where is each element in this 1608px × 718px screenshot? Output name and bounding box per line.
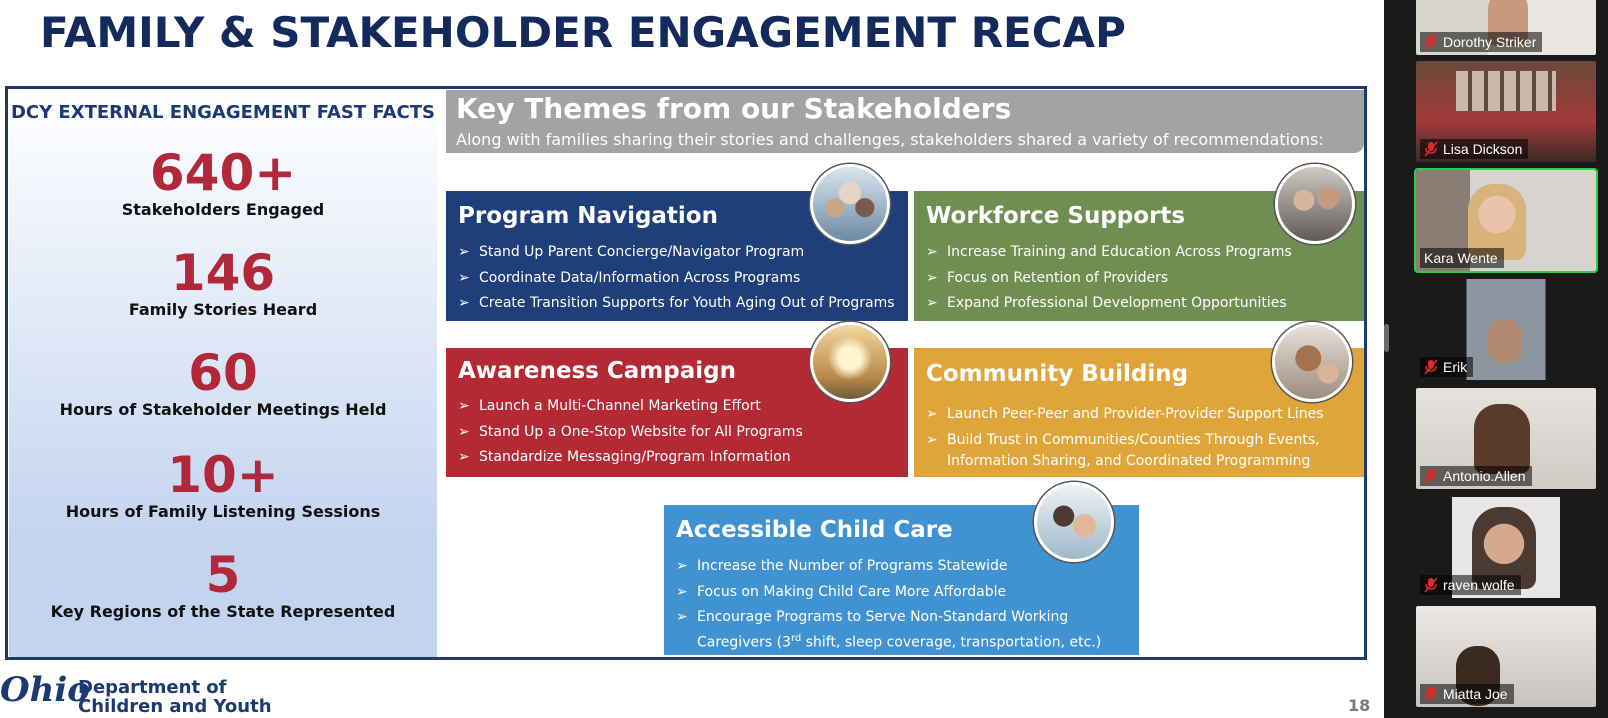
arrow-bullet-icon: ➢ (926, 244, 938, 260)
participant-name: Kara Wente (1424, 250, 1498, 266)
slide-title: FAMILY & STAKEHOLDER ENGAGEMENT RECAP (40, 8, 1126, 57)
department-name-line: Department of (78, 677, 227, 698)
fact-number: 146 (170, 244, 276, 302)
participant-name-tag (1420, 139, 1528, 159)
theme-title: Accessible Child Care (676, 517, 953, 543)
participant-name: Miatta Joe (1443, 686, 1508, 702)
participant-gallery (1400, 0, 1608, 718)
theme-list (926, 240, 1292, 317)
fact-number: 10+ (167, 446, 279, 504)
participant-video (1488, 319, 1522, 363)
children-photo (1275, 164, 1355, 244)
mic-muted-icon (1424, 686, 1438, 702)
participant-tile[interactable] (1416, 388, 1596, 489)
fact-label: Hours of Family Listening Sessions (65, 502, 381, 521)
department-logo (0, 664, 280, 718)
mic-muted-icon (1424, 34, 1438, 50)
theme-bullet: ➢ Standardize Messaging/Program Information (458, 445, 803, 471)
theme-title: Awareness Campaign (458, 358, 736, 384)
key-themes-title: Key Themes from our Stakeholders (456, 92, 1012, 125)
theme-bullet: ➢ Launch Peer-Peer and Provider-Provider Support Lines (926, 402, 1346, 428)
fact-label: Stakeholders Engaged (121, 200, 325, 219)
theme-bullet: ➢ Encourage Programs to Serve Non-Standard Working Caregivers (3rd shift, sleep coverage, transportation, etc.) (676, 609, 1102, 651)
theme-list (458, 240, 895, 317)
participant-name-tag (1420, 32, 1542, 52)
resize-handle[interactable] (1384, 324, 1389, 352)
theme-list (676, 554, 1116, 654)
participant-name: Antonio.Allen (1443, 468, 1526, 484)
theme-bullet: ➢ Coordinate Data/Information Across Programs (458, 266, 895, 292)
arrow-bullet-icon: ➢ (676, 558, 688, 574)
theme-bullet: ➢ Build Trust in Communities/Counties Through Events, Information Sharing, and Coordinated Programming (926, 431, 1320, 469)
theme-title: Community Building (926, 361, 1189, 387)
fact-label: Hours of Stakeholder Meetings Held (59, 400, 387, 419)
participant-name-tag (1420, 248, 1504, 268)
arrow-bullet-icon: ➢ (926, 295, 938, 311)
participant-tile[interactable] (1416, 0, 1596, 55)
fact-item (9, 246, 437, 320)
fact-number: 640+ (149, 144, 297, 202)
arrow-bullet-icon: ➢ (458, 398, 470, 414)
theme-list (458, 394, 803, 471)
fact-item (9, 548, 437, 622)
theme-bullet: ➢ Expand Professional Development Opportunities (926, 291, 1292, 317)
theme-list (926, 402, 1346, 472)
theme-title: Workforce Supports (926, 203, 1186, 229)
participant-name: Lisa Dickson (1443, 141, 1523, 157)
key-themes-header (446, 90, 1364, 153)
fast-facts-panel (9, 90, 437, 657)
arrow-bullet-icon: ➢ (458, 449, 470, 465)
theme-bullet: ➢ Stand Up a One-Stop Website for All Programs (458, 420, 803, 446)
fact-item (9, 146, 437, 220)
arrow-bullet-icon: ➢ (676, 609, 688, 625)
participant-video (1456, 71, 1556, 111)
panel-divider (1384, 0, 1400, 718)
fact-item (9, 448, 437, 522)
mic-muted-icon (1424, 359, 1438, 375)
participant-name: Erik (1443, 359, 1468, 375)
fact-number: 60 (188, 344, 258, 402)
participant-tile[interactable] (1416, 279, 1596, 380)
participant-name-tag (1420, 575, 1521, 595)
arrow-bullet-icon: ➢ (676, 583, 688, 600)
mother-child-photo (1272, 322, 1352, 402)
fact-item (9, 346, 437, 420)
sunset-family-photo (810, 322, 890, 402)
ohio-logo-mark: Ohio (0, 670, 90, 710)
arrow-bullet-icon: ➢ (458, 269, 470, 286)
arrow-bullet-icon: ➢ (458, 423, 470, 440)
arrow-bullet-icon: ➢ (926, 431, 938, 448)
theme-bullet: ➢ Stand Up Parent Concierge/Navigator Program (458, 240, 895, 266)
slide-page-number: 18 (1348, 696, 1371, 715)
mic-muted-icon (1424, 468, 1438, 484)
participant-tile[interactable] (1416, 61, 1596, 162)
theme-bullet: ➢ Focus on Making Child Care More Affordable (676, 580, 1116, 606)
mic-muted-icon (1424, 141, 1438, 157)
family-photo (810, 164, 890, 244)
arrow-bullet-icon: ➢ (458, 244, 470, 260)
mic-muted-icon (1424, 577, 1438, 593)
arrow-bullet-icon: ➢ (458, 295, 470, 311)
fact-number: 5 (205, 546, 241, 604)
theme-bullet: ➢ Create Transition Supports for Youth Aging Out of Programs (458, 291, 895, 317)
participant-name: raven wolfe (1443, 577, 1515, 593)
fast-facts-title: DCY EXTERNAL ENGAGEMENT FAST FACTS (10, 102, 436, 123)
department-name-line: Children and Youth (78, 696, 272, 717)
arrow-bullet-icon: ➢ (926, 406, 938, 422)
theme-bullet: ➢ Focus on Retention of Providers (926, 266, 1292, 292)
department-name (78, 678, 272, 716)
doctor-child-photo (1034, 482, 1114, 562)
theme-bullet: ➢ Launch a Multi-Channel Marketing Effort (458, 394, 803, 420)
participant-tile[interactable] (1416, 497, 1596, 598)
theme-bullet: ➢ Increase Training and Education Across Programs (926, 240, 1292, 266)
fact-label: Family Stories Heard (128, 300, 318, 319)
participant-tile-active-speaker[interactable] (1416, 170, 1596, 271)
participant-tile[interactable] (1416, 606, 1596, 707)
participant-name-tag (1420, 466, 1532, 486)
participant-name-tag (1420, 357, 1473, 377)
theme-title: Program Navigation (458, 203, 718, 229)
fact-label: Key Regions of the State Represented (50, 602, 396, 621)
arrow-bullet-icon: ➢ (926, 269, 938, 286)
participant-video (1474, 404, 1530, 474)
participant-name-tag (1420, 684, 1514, 704)
key-themes-subtitle: Along with families sharing their stories and challenges, stakeholders shared a variety of recommendations: (456, 130, 1324, 149)
participant-name: Dorothy Striker (1443, 34, 1537, 50)
theme-bullet: ➢ Increase the Number of Programs Statewide (676, 554, 1116, 580)
